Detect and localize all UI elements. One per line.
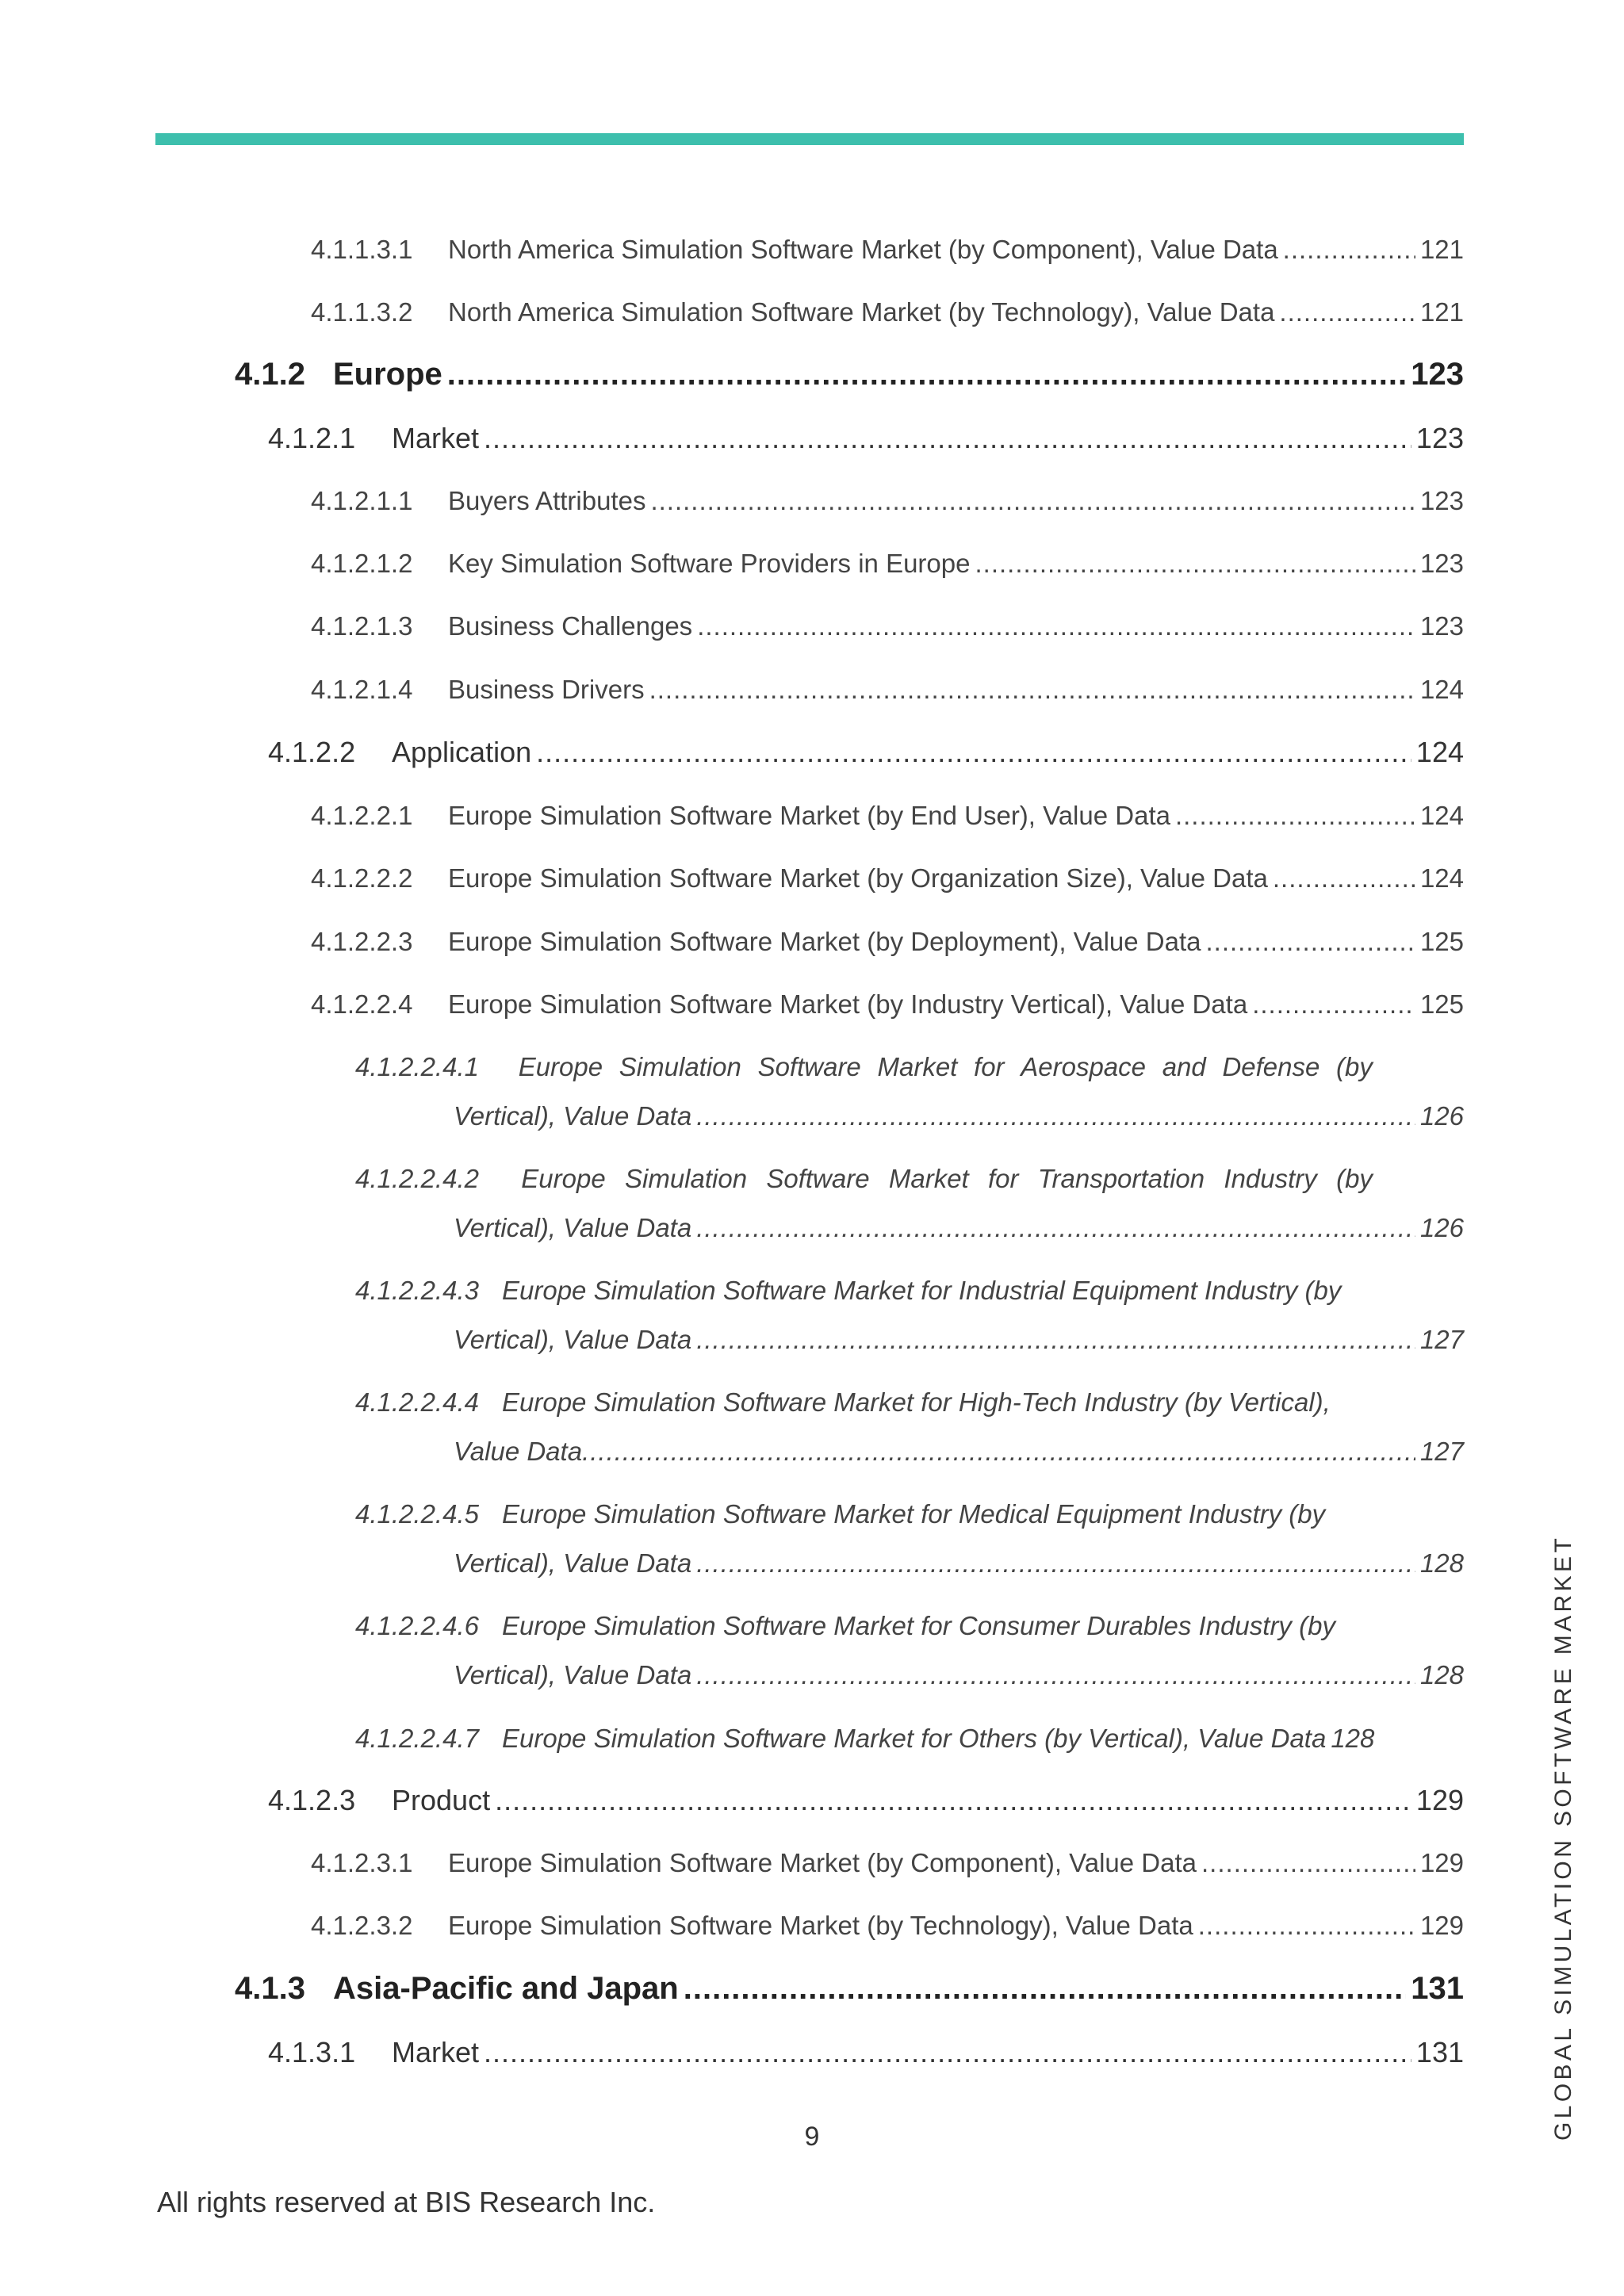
toc-entry-title: Key Simulation Software Providers in Europe [448,549,971,578]
toc-entry-line [355,1276,1373,1306]
toc-entry-line [355,1052,1373,1082]
toc-entry-number: 4.1.2.1.1 [311,486,413,515]
toc-word: Industry [1224,1164,1317,1193]
toc-entry-number: 4.1.3.1 [268,2036,356,2068]
toc-entry[interactable] [311,863,1464,894]
toc-entry-continuation [454,1437,1464,1467]
toc-entry-page: 128 [1331,1724,1375,1753]
toc-entry-title: Europe Simulation Software Market for Industrial Equipment Industry (by [502,1276,1342,1305]
toc-entry-title: Product [392,1784,491,1816]
dot-leader [582,1437,1415,1467]
dot-leader [536,736,1411,769]
dot-leader [484,422,1411,455]
toc-entry-number: 4.1.2.1 [268,422,356,454]
toc-entry-title: Europe Simulation Software Market for Consumer Durables Industry (by [502,1611,1335,1640]
toc-entry-page: 126 [1419,1101,1464,1131]
dot-leader [1252,989,1415,1020]
toc-entry[interactable] [311,1848,1464,1878]
toc-entry-title: Application [392,736,532,768]
toc-word: Simulation [619,1052,741,1081]
dot-leader [1198,1911,1415,1941]
toc-entry-page: 129 [1415,1784,1464,1816]
dot-leader [1283,235,1415,265]
toc-section[interactable] [235,357,1464,392]
toc-entry-line [355,1499,1373,1529]
toc-entry-title: Vertical), Value Data [454,1325,692,1354]
toc-word: (by [1336,1164,1373,1193]
toc-entry-title: Europe Simulation Software Market for High-Tech Industry (by Vertical), [502,1387,1331,1417]
dot-leader [696,1101,1415,1131]
toc-entry[interactable] [311,549,1464,579]
toc-entry-title: Europe Simulation Software Market for Others (by Vertical), Value Data [502,1724,1327,1753]
toc-word: (by [1336,1052,1373,1081]
toc-entry-page: 127 [1419,1437,1464,1466]
toc-entry-continuation [454,1325,1464,1355]
dot-leader [495,1784,1411,1817]
toc-entry-number: 4.1.2.2.3 [311,927,413,956]
toc-entry-number: 4.1.2.2.1 [311,801,413,830]
toc-entry-title: Business Challenges [448,611,693,641]
toc-word: Software [766,1164,870,1193]
toc-entry-number: 4.1.2.3 [268,1784,356,1816]
toc-word: and [1162,1052,1206,1081]
toc-word: Europe [521,1164,606,1193]
toc-entry-continuation [454,1548,1464,1578]
toc-entry-number: 4.1.2.2.4.5 [355,1499,479,1529]
toc-word: Transportation [1037,1164,1205,1193]
footer-copyright: All rights reserved at BIS Research Inc. [157,2186,656,2218]
toc-entry-continuation [454,1213,1464,1243]
toc-entry[interactable] [311,486,1464,516]
toc-entry-page: 124 [1419,863,1464,893]
toc-entry-title: Europe Simulation Software Market (by Technology), Value Data [448,1911,1193,1940]
toc-entry[interactable] [311,297,1464,327]
toc-subsection[interactable] [268,2036,1464,2069]
toc-entry-page: 127 [1419,1325,1464,1354]
toc-entry-number: 4.1.2.2.4.2 [355,1164,479,1193]
dot-leader [649,675,1415,705]
toc-entry-page: 124 [1419,675,1464,704]
toc-entry-page: 121 [1419,297,1464,327]
toc-entry[interactable] [311,801,1464,831]
toc-entry-number: 4.1.2.1.4 [311,675,413,704]
toc-entry-line [355,1611,1373,1641]
dot-leader [696,1213,1415,1243]
toc-entry-page: 123 [1419,549,1464,578]
toc-entry-title: Market [392,422,480,454]
toc-word: Aerospace [1021,1052,1146,1081]
toc-entry-page: 123 [1411,357,1464,392]
toc-entry-number: 4.1.1.3.2 [311,297,413,327]
toc-entry-title: North America Simulation Software Market (by Component), Value Data [448,235,1278,264]
toc-entry-page: 128 [1419,1660,1464,1689]
toc-entry-title: Europe Simulation Software Market for Medical Equipment Industry (by [502,1499,1326,1529]
toc-entry-title: Vertical), Value Data [454,1213,692,1242]
dot-leader [696,1548,1415,1578]
toc-entry-number: 4.1.2.2.4.3 [355,1276,479,1305]
toc-entry-continuation [454,1660,1464,1690]
toc-entry[interactable] [311,675,1464,705]
dot-leader [484,2036,1411,2069]
toc-section[interactable] [235,1971,1464,2007]
toc-entry-title: Vertical), Value Data [454,1660,692,1689]
toc-entry-page: 129 [1419,1848,1464,1877]
toc-entry-number: 4.1.2 [235,357,305,392]
toc-entry-number: 4.1.2.2.4.1 [355,1052,479,1081]
toc-entry-title: Europe Simulation Software Market (by End User), Value Data [448,801,1170,830]
toc-entry-title: Market [392,2036,480,2068]
toc-subsection[interactable] [268,736,1464,769]
toc-entry-page: 124 [1419,801,1464,830]
toc-entry-number: 4.1.2.3.1 [311,1848,413,1877]
toc-entry[interactable] [311,611,1464,641]
toc-entry-continuation [454,1101,1464,1131]
page-number: 9 [804,2122,820,2152]
toc-entry-number: 4.1.2.2.4.6 [355,1611,479,1640]
side-running-title: GLOBAL SIMULATION SOFTWARE MARKET [1550,1534,1576,2141]
toc-entry-title: North America Simulation Software Market (by Technology), Value Data [448,297,1275,327]
toc-word: Software [757,1052,861,1081]
dot-leader [1273,863,1415,894]
toc-entry-title: Value Data [454,1437,583,1466]
toc-entry[interactable] [311,927,1464,957]
toc-entry-number: 4.1.1.3.1 [311,235,413,264]
toc-entry-title: Europe Simulation Software Market (by Organization Size), Value Data [448,863,1268,893]
dot-leader [684,1971,1407,2007]
toc-entry-line [355,1387,1373,1418]
toc-word: Defense [1222,1052,1320,1081]
toc-word: Market [877,1052,958,1081]
toc-subsection[interactable] [268,1784,1464,1817]
toc-entry-number: 4.1.2.1.3 [311,611,413,641]
toc-entry[interactable] [311,989,1464,1020]
toc-entry-title: Europe [333,357,442,392]
toc-entry[interactable] [311,235,1464,265]
dot-leader [975,549,1415,579]
dot-leader [1201,1848,1415,1878]
toc-entry-page: 123 [1419,611,1464,641]
toc-entry-number: 4.1.2.1.2 [311,549,413,578]
toc-entry-number: 4.1.2.2 [268,736,356,768]
toc-subsection[interactable] [268,422,1464,455]
toc-entry-page: 123 [1415,422,1464,454]
dot-leader [696,1325,1415,1355]
toc-entry-number: 4.1.3 [235,1971,305,2006]
toc-entry[interactable] [311,1911,1464,1941]
toc-entry-title: Vertical), Value Data [454,1548,692,1578]
toc-entry-title: Buyers Attributes [448,486,646,515]
toc-entry-page: 125 [1419,989,1464,1019]
toc-entry-title: Vertical), Value Data [454,1101,692,1131]
toc-word: for [974,1052,1005,1081]
toc-entry-page: 123 [1419,486,1464,515]
dot-leader [1206,927,1415,957]
toc-entry-page: 126 [1419,1213,1464,1242]
toc-entry-page: 128 [1419,1548,1464,1578]
toc-entry-number: 4.1.2.2.4 [311,989,413,1019]
dot-leader [697,611,1415,641]
toc-entry-page: 131 [1411,1971,1464,2006]
toc-entry-page: 129 [1419,1911,1464,1940]
toc-entry-title: Europe Simulation Software Market (by Deployment), Value Data [448,927,1201,956]
toc-entry-number: 4.1.2.2.4.7 [355,1724,479,1753]
toc-entry-line [355,1724,1375,1754]
toc-entry-title: Europe Simulation Software Market (by Industry Vertical), Value Data [448,989,1248,1019]
toc-entry-page: 121 [1419,235,1464,264]
toc-entry-number: 4.1.2.3.2 [311,1911,413,1940]
toc-entry-title: Asia-Pacific and Japan [333,1971,679,2006]
toc-entry-number: 4.1.2.2.4.4 [355,1387,479,1417]
toc-entry-number: 4.1.2.2.2 [311,863,413,893]
toc-entry-page: 125 [1419,927,1464,956]
toc-entry-page: 124 [1415,736,1464,768]
toc-entry-page: 131 [1415,2036,1464,2068]
toc-entry-line [355,1164,1373,1194]
dot-leader [1279,297,1415,327]
dot-leader [650,486,1415,516]
toc-word: for [988,1164,1019,1193]
dot-leader [447,357,1406,392]
toc-word: Europe [518,1052,603,1081]
dot-leader [696,1660,1415,1690]
toc-entry-title: Europe Simulation Software Market (by Component), Value Data [448,1848,1197,1877]
toc-word: Simulation [624,1164,748,1193]
dot-leader [1175,801,1415,831]
toc-word: Market [888,1164,969,1193]
toc-entry-title: Business Drivers [448,675,645,704]
